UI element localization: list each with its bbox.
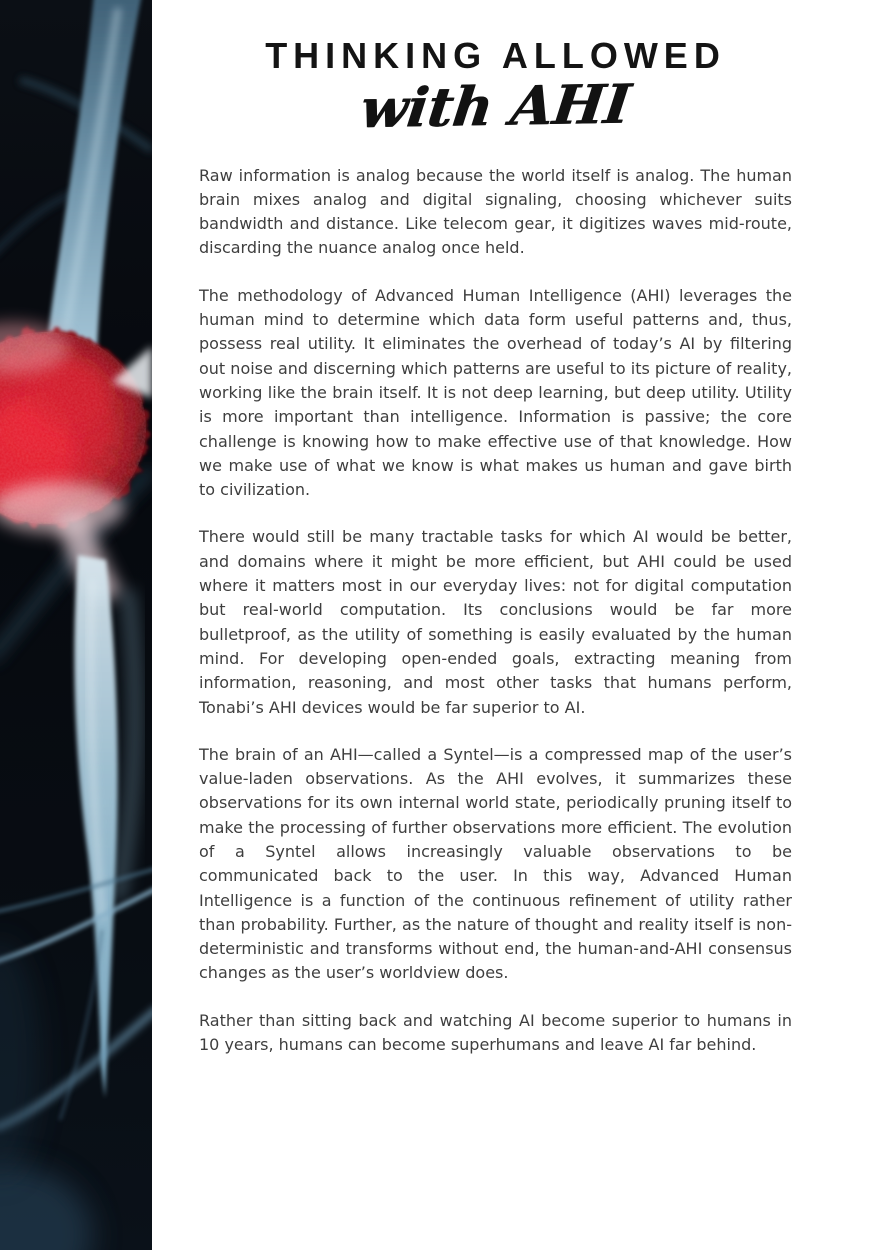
paragraph-superhumans: Rather than sitting back and watching AI become superior to humans in 10 years, humans can become superhumans and leave AI far behind. [199,1010,792,1055]
page-subtitle: with AHI [357,71,634,141]
page-subtitle-wrap [199,71,792,141]
article-body [199,164,792,1058]
paragraph-methodology: The methodology of Advanced Human Intelligence (AHI) leverages the human mind to determine which data form useful patterns and, thus, possess real utility. It eliminates the overhead of today’s AI by filtering out noise and discerning which patterns are useful to its picture of reality, working like the brain itself. It is not deep learning, but deep utility. Utility is more important than intelligence. Information is passive; the core challenge is knowing how to make effective use of that knowledge. How we make use of what we know is what makes us human and gave birth to civilization. [199,285,792,500]
paragraph-analog: Raw information is analog because the world itself is analog. The human brain mixes analog and digital signaling, choosing whichever suits bandwidth and distance. Like telecom gear, it digitizes waves mid-route, discarding the nuance analog once held. [199,165,792,258]
page-title: THINKING ALLOWED [265,35,726,76]
neuron-photo [0,0,152,1250]
article-header [199,34,792,141]
neuron-image-panel [0,0,152,1250]
paragraph-syntel: The brain of an AHI—called a Syntel—is a compressed map of the user’s value-laden observations. As the AHI evolves, it summarizes these observations for its own internal world state, periodically pruning itself to make the processing of further observations more efficient. The evolution of a Syntel allows increasingly valuable observations to be communicated back to the user. In this way, Advanced Human Intelligence is a function of the continuous refinement of utility rather than probability. Further, as the nature of thought and reality itself is non-deterministic and transforms without end, the human-and-AHI consensus changes as the user’s worldview does. [199,744,792,983]
article-content [152,0,881,1250]
paragraph-tractable-tasks: There would still be many tractable tasks for which AI would be better, and domains where it might be more efficient, but AHI could be used where it matters most in our everyday lives: not for digital computation but real-world computation. Its conclusions would be far more bulletproof, as the utility of something is easily evaluated by the human mind. For developing open-ended goals, extracting meaning from information, reasoning, and most other tasks that humans perform, Tonabi’s AHI devices would be far superior to AI. [199,527,792,717]
